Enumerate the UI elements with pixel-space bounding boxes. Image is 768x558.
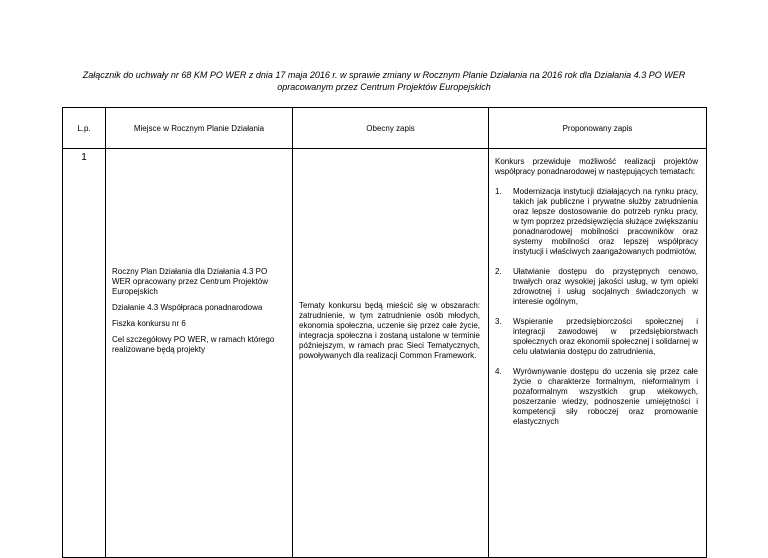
document-header xyxy=(40,69,728,93)
miejsce-line-2: Działanie 4.3 Współpraca ponadnarodowa xyxy=(112,303,263,312)
list-item-text: Wyrównywanie dostępu do uczenia się przez całe życie o charakterze formalnym, nieformalnym i pozaformalnym wszystkich grup wiekowych, poszerzanie wiedzy, podnoszenie umiejętności i kompetencji siły roboczej oraz promowanie elastycznych xyxy=(513,367,698,426)
list-item-number: 2. xyxy=(495,267,502,276)
list-item-number: 3. xyxy=(495,317,502,326)
obecny-text: Tematy konkursu będą mieścić się w obszarach: zatrudnienie, w tym zatrudnienie osób młodych, ekonomia społeczna, uczenie się przez całe życie, integracja społeczna i zostaną ustalone w terminie późniejszym, w ramach prac Sieci Tematycznych, powoływanych dla realizacji Common Framework. xyxy=(299,301,480,360)
cell-obecny xyxy=(293,149,489,558)
miejsce-line-1: Roczny Plan Działania dla Działania 4.3 PO WER opracowany przez Centrum Projektów Europejskich xyxy=(112,267,269,296)
list-item-text: Modernizacja instytucji działających na rynku pracy, takich jak publiczne i prywatne służby zatrudnienia oraz lepsze dostosowanie do potrzeb rynku pracy, w tym poprzez przedsięwzięcia służące zwiększaniu ponadnarodowej mobilności pracowników oraz systemy mobilności oraz lepszej współpracy instytucji i właściwych zaangażowanych podmiotów, xyxy=(513,187,698,256)
header-miejsce: Miejsce w Rocznym Planie Działania xyxy=(106,108,293,149)
header-proponowany: Proponowany zapis xyxy=(489,108,707,149)
changes-table xyxy=(62,107,707,558)
list-item xyxy=(495,367,698,427)
miejsce-line-4: Cel szczegółowy PO WER, w ramach którego realizowane będą projekty xyxy=(112,335,275,354)
list-item-number: 1. xyxy=(495,187,502,196)
proponowany-intro: Konkurs przewiduje możliwość realizacji projektów współpracy ponadnarodowej w następujących tematach: xyxy=(495,157,698,176)
header-obecny: Obecny zapis xyxy=(293,108,489,149)
proponowany-list xyxy=(495,187,698,427)
header-lp: L.p. xyxy=(63,108,106,149)
header-line-2: opracowanym przez Centrum Projektów Europejskich xyxy=(277,82,491,92)
list-item-text: Ułatwianie dostępu do przystępnych cenowo, trwałych oraz wysokiej jakości usług, w tym opieki zdrowotnej i usług socjalnych świadczonych w interesie ogólnym, xyxy=(513,267,698,306)
list-item-text: Wspieranie przedsiębiorczości społecznej i integracji zawodowej w przedsiębiorstwach społecznych oraz ekonomii społecznej i solidarnej w celu ułatwiania dostępu do zatrudnienia, xyxy=(513,317,698,356)
cell-proponowany xyxy=(489,149,707,558)
header-line-1: Załącznik do uchwały nr 68 KM PO WER z dnia 17 maja 2016 r. w sprawie zmiany w Rocznym Planie Działania na 2016 rok dla Działania 4.3 PO WER xyxy=(82,70,686,80)
list-item xyxy=(495,267,698,307)
table-header-row xyxy=(63,108,707,149)
list-item xyxy=(495,317,698,357)
list-item xyxy=(495,187,698,257)
cell-miejsce xyxy=(106,149,293,558)
list-item-number: 4. xyxy=(495,367,502,376)
miejsce-line-3: Fiszka konkursu nr 6 xyxy=(112,319,186,328)
table-row xyxy=(63,149,707,558)
cell-lp: 1 xyxy=(63,149,106,558)
